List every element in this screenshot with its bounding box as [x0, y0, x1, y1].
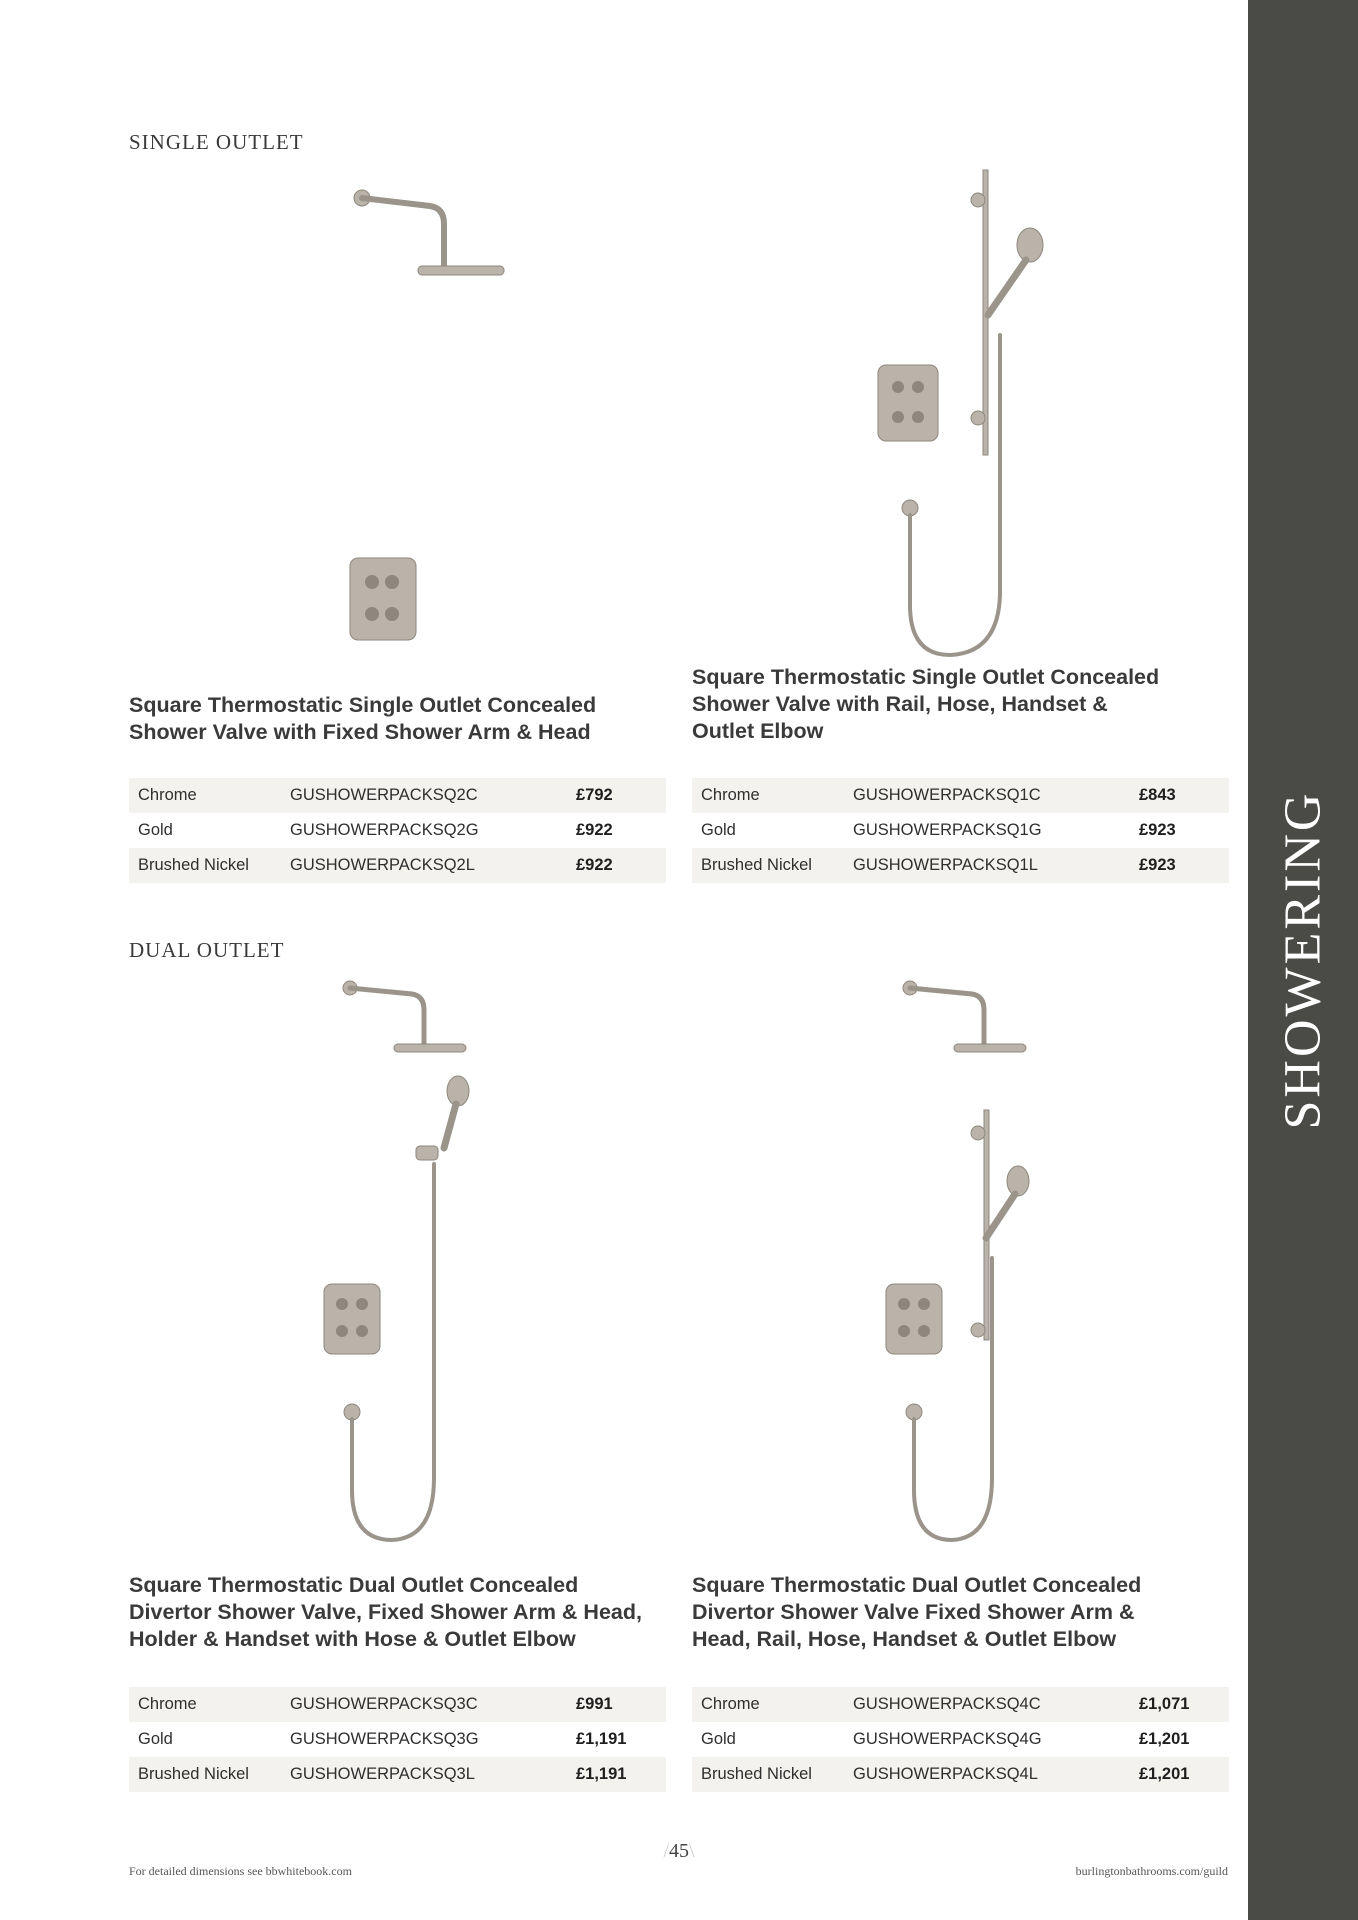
page-slash-left: / — [663, 1840, 669, 1862]
spec-table — [129, 778, 666, 883]
code-cell: GUSHOWERPACKSQ2L — [290, 848, 576, 883]
product-title-line: Square Thermostatic Dual Outlet Concealed — [692, 1573, 1142, 1597]
product-image-fixed-arm-head — [340, 180, 520, 650]
product-title-line: Outlet Elbow — [692, 719, 824, 743]
code-cell: GUSHOWERPACKSQ4L — [853, 1757, 1139, 1792]
table-row — [129, 848, 666, 883]
price-cell: £922 — [576, 821, 613, 839]
table-row — [129, 778, 666, 813]
table-row — [129, 1757, 666, 1792]
price-cell: £922 — [576, 848, 666, 883]
table-row — [692, 813, 1229, 848]
code-cell: GUSHOWERPACKSQ2G — [290, 821, 479, 839]
spec-table — [129, 1687, 666, 1792]
finish-cell: Gold — [701, 1730, 736, 1748]
section-heading-dual-outlet: DUAL OUTLET — [129, 938, 285, 962]
page-number — [663, 1840, 694, 1863]
finish-cell: Chrome — [129, 778, 290, 813]
price-cell: £923 — [1139, 821, 1176, 839]
price-cell: £1,201 — [1139, 1730, 1190, 1748]
code-cell: GUSHOWERPACKSQ2C — [290, 778, 576, 813]
table-row — [129, 1687, 666, 1722]
table-row — [692, 1687, 1229, 1722]
code-cell: GUSHOWERPACKSQ4C — [853, 1687, 1139, 1722]
product-title-line: Divertor Shower Valve Fixed Shower Arm & — [692, 1600, 1135, 1624]
finish-cell: Gold — [138, 1730, 173, 1748]
product-image-dual-holder — [320, 978, 500, 1548]
finish-cell: Brushed Nickel — [129, 1757, 290, 1792]
price-cell: £792 — [576, 778, 666, 813]
product-title — [129, 1572, 669, 1653]
price-cell: £991 — [576, 1687, 666, 1722]
footer-website: burlingtonbathrooms.com/guild — [1075, 1864, 1228, 1878]
product-title-line: Divertor Shower Valve, Fixed Shower Arm & Head, — [129, 1600, 642, 1624]
finish-cell: Gold — [701, 821, 736, 839]
page-number-value: 45 — [669, 1840, 689, 1862]
table-row — [129, 1722, 666, 1757]
table-row — [692, 1757, 1229, 1792]
product-image-rail-handset — [870, 165, 1050, 665]
code-cell: GUSHOWERPACKSQ3G — [290, 1730, 479, 1748]
product-title-line: Head, Rail, Hose, Handset & Outlet Elbow — [692, 1627, 1117, 1651]
code-cell: GUSHOWERPACKSQ1G — [853, 821, 1042, 839]
code-cell: GUSHOWERPACKSQ1L — [853, 848, 1139, 883]
price-cell: £1,191 — [576, 1757, 666, 1792]
product-title — [692, 664, 1232, 745]
table-row — [692, 778, 1229, 813]
table-row — [692, 848, 1229, 883]
product-title-line: Square Thermostatic Single Outlet Concealed — [692, 665, 1160, 689]
product-title — [692, 1572, 1232, 1653]
product-image-dual-rail — [880, 978, 1060, 1548]
footer-dimensions-note: For detailed dimensions see bbwhitebook.com — [129, 1864, 352, 1878]
price-cell: £923 — [1139, 848, 1229, 883]
code-cell: GUSHOWERPACKSQ1C — [853, 778, 1139, 813]
spec-table — [692, 1687, 1229, 1792]
table-row — [692, 1722, 1229, 1757]
price-cell: £843 — [1139, 778, 1229, 813]
table-row — [129, 813, 666, 848]
product-title-line: Shower Valve with Rail, Hose, Handset & — [692, 692, 1108, 716]
sidebar — [1248, 0, 1358, 1920]
finish-cell: Brushed Nickel — [692, 1757, 853, 1792]
product-title-line: Square Thermostatic Dual Outlet Concealed — [129, 1573, 579, 1597]
finish-cell: Brushed Nickel — [129, 848, 290, 883]
product-title — [129, 692, 669, 746]
code-cell: GUSHOWERPACKSQ3L — [290, 1757, 576, 1792]
price-cell: £1,071 — [1139, 1687, 1229, 1722]
code-cell: GUSHOWERPACKSQ3C — [290, 1687, 576, 1722]
spec-table — [692, 778, 1229, 883]
product-title-line: Square Thermostatic Single Outlet Concealed — [129, 693, 597, 717]
finish-cell: Chrome — [129, 1687, 290, 1722]
finish-cell: Chrome — [692, 778, 853, 813]
sidebar-label: SHOWERING — [1274, 790, 1332, 1130]
product-title-line: Shower Valve with Fixed Shower Arm & Head — [129, 720, 591, 744]
page-slash-right: \ — [689, 1840, 695, 1862]
price-cell: £1,191 — [576, 1730, 627, 1748]
finish-cell: Gold — [138, 821, 173, 839]
product-title-line: Holder & Handset with Hose & Outlet Elbow — [129, 1627, 576, 1651]
code-cell: GUSHOWERPACKSQ4G — [853, 1730, 1042, 1748]
finish-cell: Chrome — [692, 1687, 853, 1722]
price-cell: £1,201 — [1139, 1757, 1229, 1792]
section-heading-single-outlet: SINGLE OUTLET — [129, 130, 304, 154]
finish-cell: Brushed Nickel — [692, 848, 853, 883]
